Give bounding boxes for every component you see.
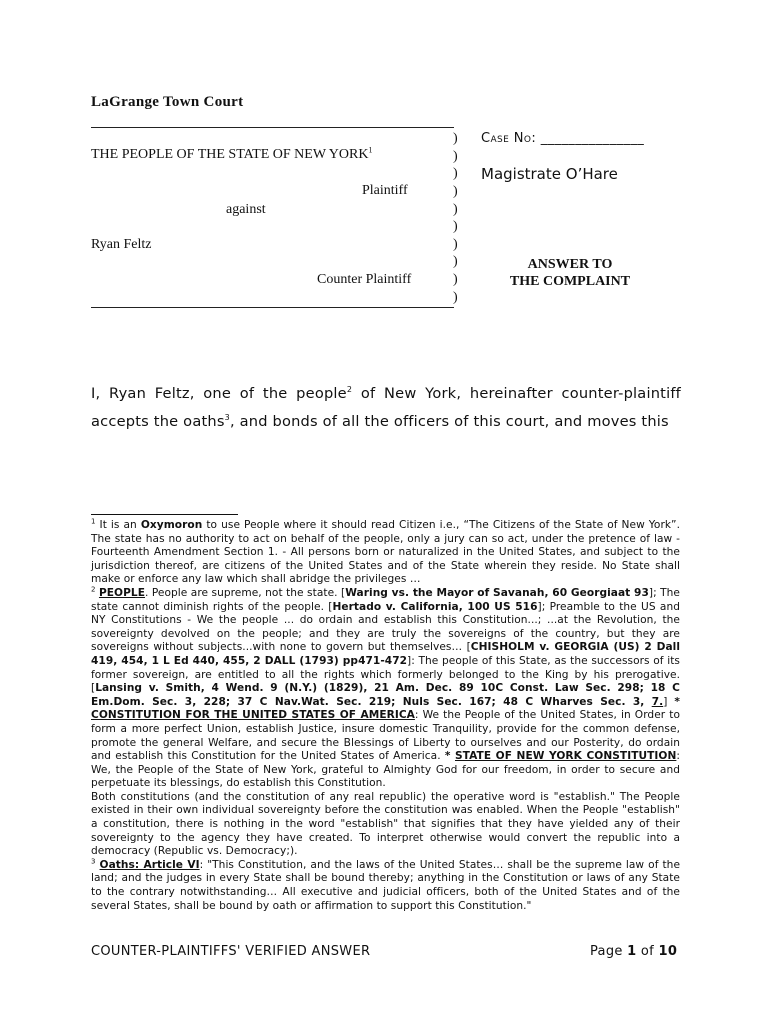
defendant-name: Ryan Feltz	[91, 237, 152, 252]
footnote-text: to use People where it should read Citizen i.e., “The Citizens of the State of New York”. The state has no authority to act on behalf of the people, only a jury can so act, under the pretence of law - Fourteenth Amendment Section 1. - All persons born or naturalized in the United States, and subject to the jurisdiction thereof, are citizens of the United States and of the State wherein they reside. No State shall make or enforce any law which shall abridge the privileges …	[91, 519, 680, 586]
case-number	[481, 131, 644, 146]
document-title-line: THE COMPLAINT	[509, 274, 631, 289]
citation-chisholm: CHISHOLM v. GEORGIA (US) 2 Dall 419, 454, 1 L Ed 440, 455, 2 DALL (1793) pp471-472	[91, 641, 681, 667]
plaintiff-name-text: THE PEOPLE OF THE STATE OF NEW YORK	[91, 147, 369, 162]
caption-paren: )	[453, 237, 458, 252]
plaintiff-role: Plaintiff	[362, 183, 408, 198]
page-indicator	[590, 944, 677, 959]
footnote-3	[91, 859, 680, 913]
ny-constitution-heading: STATE OF NEW YORK CONSTITUTION	[454, 750, 677, 763]
body-text: of New York, hereinafter counter-plaintiff accepts the oaths	[91, 385, 681, 430]
footnote-text: : "This Constitution, and the laws of the United States… shall be the supreme law of the land; and the judges in every State shall be bound thereby; anything in the Constitution or laws of any State to the contrary notwithstanding… All executive and judicial officers, both of the United States and of the several States, shall be bound by oath or affirmation to support this Constitution."	[91, 858, 681, 912]
body-paragraph	[91, 380, 681, 436]
footnote-text: It is an	[95, 519, 141, 531]
caption-paren: )	[453, 131, 458, 146]
page-total: 10	[658, 944, 678, 959]
oaths-heading: Oaths: Article VI	[99, 858, 200, 871]
document-title-line: ANSWER TO	[527, 257, 613, 272]
case-number-label: Case No	[481, 131, 532, 146]
page-of: of	[636, 944, 659, 959]
caption-paren: )	[453, 219, 458, 234]
court-name: LaGrange Town Court	[91, 94, 244, 110]
body-text: , and bonds of all the officers of this court, and moves this	[229, 413, 669, 430]
footnote-number: 1	[91, 517, 96, 526]
caption-top-rule	[91, 127, 454, 128]
footnote-asterisk: *	[444, 750, 455, 763]
footnote-text: ]	[663, 695, 675, 708]
footnote-number: 3	[91, 857, 96, 866]
caption-paren: )	[453, 149, 458, 164]
citation-hertado: Hertado v. California, 100 US 516	[332, 600, 538, 613]
footnote-text: . People are supreme, not the state. [	[145, 586, 346, 599]
caption-paren: )	[453, 290, 458, 305]
magistrate-name: Magistrate O’Hare	[481, 165, 618, 183]
body-text: I, Ryan Feltz, one of the people	[91, 385, 347, 402]
caption-paren: )	[453, 202, 458, 217]
case-number-blank: _______________	[536, 131, 645, 146]
citation-lansing-end: 7.	[651, 695, 664, 708]
page-number: 1	[627, 944, 637, 959]
footnote-number: 2	[91, 585, 96, 594]
page-label: Page	[590, 944, 628, 959]
footer-title: COUNTER-PLAINTIFFS' VERIFIED ANSWER	[91, 944, 371, 959]
case-number-colon: :	[531, 131, 537, 146]
defendant-role: Counter Plaintiff	[317, 272, 412, 287]
footnote-asterisk: *	[674, 695, 680, 708]
footnote-text: ]: The people of this State, as the successors of its former sovereign, are entitled to all the rights which formerly belonged to the King by his prerogative. [	[91, 654, 680, 695]
footnotes	[91, 519, 680, 913]
footnote-2	[91, 587, 680, 791]
citation-waring: Waring vs. the Mayor of Savanah, 60 Georgiaat 93	[345, 586, 649, 599]
plaintiff-name	[91, 147, 372, 163]
footnote-bold: Oxymoron	[140, 519, 203, 531]
us-constitution-heading: CONSTITUTION FOR THE UNITED STATES OF AMERICA	[91, 709, 415, 722]
footnote-text: ]; Preamble to the US and NY Constitutions - We the people ... do ordain and establish this Constitution...; ...at the Revolution, the sovereignty devolved on the people; and they are truly the sovereigns of the country, but they are sovereigns without subjects...with none to govern but themselves… [	[91, 600, 681, 654]
footnote-text: ]; The state cannot diminish rights of the people. [	[91, 586, 680, 613]
caption-paren: )	[453, 254, 458, 269]
footnote-text: : We, the People of the State of New York, grateful to Almighty God for our freedom, in order to secure and perpetuate its blessings, do establish this Constitution.	[91, 750, 680, 790]
footnote-ref-3[interactable]: 3	[224, 413, 230, 423]
caption-paren: )	[453, 184, 458, 199]
caption-paren: )	[453, 272, 458, 287]
footnote-bold: PEOPLE	[98, 586, 146, 599]
citation-lansing: Lansing v. Smith, 4 Wend. 9 (N.Y.) (1829), 21 Am. Dec. 89 10C Const. Law Sec. 298; 18 C Em.Dom. Sec. 3, 228; 37 C Nav.Wat. Sec. 219; Nuls Sec. 167; 48 C Wharves Sec. 3,	[91, 682, 680, 708]
caption-paren: )	[453, 166, 458, 181]
footnote-1	[91, 519, 680, 587]
document-title	[490, 256, 650, 290]
footnote-separator	[91, 514, 238, 515]
footnote-2-continued: Both constitutions (and the constitution of any real republic) the operative word is "establish." The People existed in their own individual sovereignty before the constitution was enabled. When the People "establish" a constitution, there is nothing in the word "establish" that signifies that they have yielded any of their sovereignty to the agency they have created. To interpret otherwise would convert the republic into a democracy (Republic vs. Democracy;).	[91, 790, 680, 858]
footnote-ref-2[interactable]: 2	[346, 385, 353, 395]
footnote-ref-1[interactable]: 1	[368, 145, 373, 155]
versus-label: against	[226, 202, 266, 217]
footnote-text: : We the People of the United States, in Order to form a more perfect Union, establish Justice, insure domestic Tranquility, provide for the common defense, promote the general Welfare, and secure the Blessings of Liberty to ourselves and our Posterity, do ordain and establish this Constitution for the United States of America.	[91, 709, 680, 763]
caption-bottom-rule	[91, 307, 454, 308]
